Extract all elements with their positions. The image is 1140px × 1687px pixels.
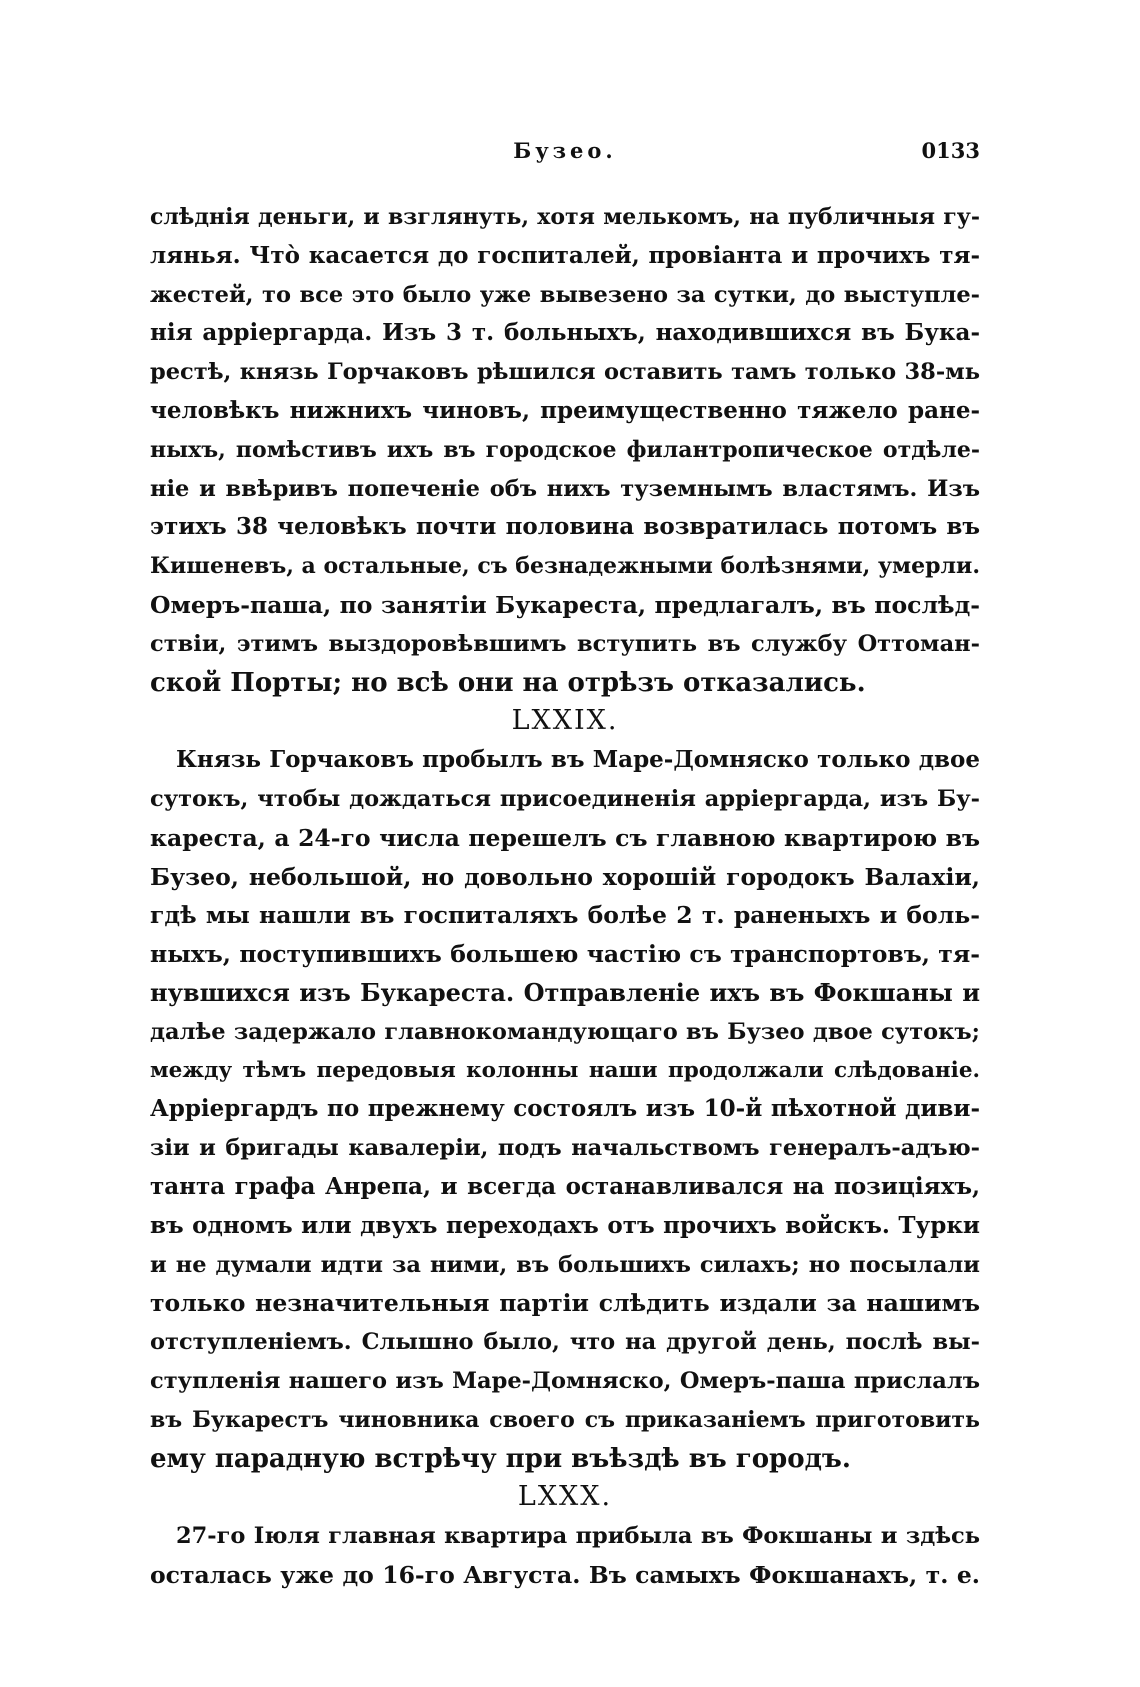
text-line: между тѣмъ передовыя колонны наши продолжали слѣдованіе. xyxy=(150,1057,980,1083)
text-line: слѣднія деньги, и взглянуть, хотя мелькомъ, на публичныя гу- xyxy=(150,204,980,230)
text-line: Князь Горчаковъ пробылъ въ Маре-Домняско только двое xyxy=(176,746,980,774)
text-line: нувшихся изъ Букареста. Отправленіе ихъ въ Фокшаны и xyxy=(150,977,980,1007)
text-line: Бузео, небольшой, но довольно хорошій городокъ Валахіи, xyxy=(150,862,980,891)
text-line: сутокъ, чтобы дождаться присоединенія арріергарда, изъ Бу- xyxy=(150,785,980,812)
text-line: ныхъ, поступившихъ большею частію съ транспортовъ, тя- xyxy=(150,940,980,969)
text-line: ныхъ, помѣстивъ ихъ въ городское филантропическое отдѣле- xyxy=(150,436,980,463)
text-line: въ одномъ или двухъ переходахъ отъ прочихъ войскъ. Турки xyxy=(150,1211,980,1239)
text-line: этихъ 38 человѣкъ почти половина возвратилась потомъ въ xyxy=(150,513,980,541)
text-line: ской Порты; но всѣ они на отрѣзъ отказались. xyxy=(150,667,866,698)
running-head xyxy=(150,138,980,168)
page-number: 0133 xyxy=(921,138,980,163)
text-line: и не думали идти за ними, въ большихъ силахъ; но посылали xyxy=(150,1251,980,1278)
running-title: Бузео. xyxy=(513,138,617,163)
text-line: только незначительныя партіи слѣдить издали за нашимъ xyxy=(150,1289,980,1318)
text-line: далѣе задержало главнокомандующаго въ Бузео двое сутокъ; xyxy=(150,1018,980,1045)
section-heading: LXXIX. xyxy=(511,705,619,737)
text-line: Арріергардъ по прежнему состоялъ изъ 10-й пѣхотной диви- xyxy=(150,1095,980,1123)
text-line: рестѣ, князь Горчаковъ рѣшился оставить тамъ только 38-мь xyxy=(150,359,980,386)
text-line: Омеръ-паша, по занятіи Букареста, предлагалъ, въ послѣд- xyxy=(150,590,980,619)
text-line: зіи и бригады кавалеріи, подъ начальствомъ генералъ-адъю- xyxy=(150,1135,980,1162)
section-heading: LXXX. xyxy=(517,1481,613,1513)
text-line: человѣкъ нижнихъ чиновъ, преимущественно тяжело ране- xyxy=(150,396,980,424)
text-line: 27-го Іюля главная квартира прибыла въ Фокшаны и здѣсь xyxy=(176,1523,980,1550)
text-line: ніе и ввѣривъ попеченіе объ нихъ туземнымъ властямъ. Изъ xyxy=(150,475,980,502)
text-line: гдѣ мы нашли въ госпиталяхъ болѣе 2 т. раненыхъ и боль- xyxy=(150,901,980,930)
paragraph xyxy=(150,198,980,702)
paragraph xyxy=(150,1517,980,1595)
text-line: кареста, а 24-го числа перешелъ съ главною квартирою въ xyxy=(150,823,980,852)
text-line: лянья. Чтò касается до госпиталей, провіанта и прочихъ тя- xyxy=(150,241,980,269)
text-line: въ Букарестъ чиновника своего съ приказаніемъ приготовить xyxy=(150,1406,980,1433)
text-line: танта графа Анрепа, и всегда останавливался на позиціяхъ, xyxy=(150,1172,980,1200)
text-line: жестей, то все это было уже вывезено за сутки, до выступле- xyxy=(150,281,980,308)
text-line: ступленія нашего изъ Маре-Домняско, Омеръ-паша прислалъ xyxy=(150,1367,980,1394)
text-line: нія арріергарда. Изъ 3 т. больныхъ, находившихся въ Бука- xyxy=(150,319,980,347)
text-line: Кишеневъ, а остальные, съ безнадежными болѣзнями, умерли. xyxy=(150,553,980,580)
text-line: ствіи, этимъ выздоровѣвшимъ вступить въ службу Оттоман- xyxy=(150,630,980,657)
paragraph xyxy=(150,741,980,1478)
text-line: осталась уже до 16-го Августа. Въ самыхъ Фокшанахъ, т. е. xyxy=(150,1560,980,1589)
body-text xyxy=(150,198,980,1595)
text-line: ему парадную встрѣчу при въѣздѣ въ городъ. xyxy=(150,1443,851,1474)
text-line: отступленіемъ. Слышно было, что на другой день, послѣ вы- xyxy=(150,1329,980,1356)
